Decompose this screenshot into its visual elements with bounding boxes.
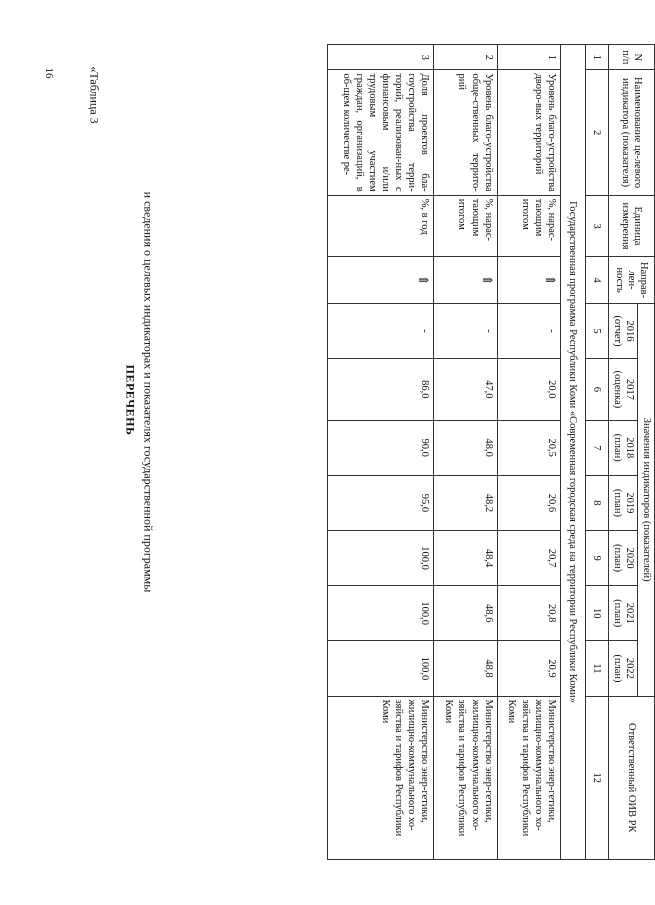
indicator-value: 48,8 [434, 641, 497, 696]
indicator-value: 20,7 [497, 530, 560, 585]
column-number: 1 [585, 45, 608, 70]
header-direction: Направ-лен-ность [608, 257, 654, 304]
document-title: ПЕРЕЧЕНЬ [123, 364, 138, 436]
direction-up-arrow-icon: ⇑ [328, 257, 434, 304]
row-num: 3 [328, 45, 434, 70]
column-number: 4 [585, 257, 608, 304]
column-number: 11 [585, 641, 608, 696]
row-num: 1 [497, 45, 560, 70]
indicator-value: 100,0 [328, 586, 434, 641]
page-number: 16 [43, 67, 55, 79]
indicator-value: 48,2 [434, 475, 497, 530]
header-row-1 [637, 45, 654, 860]
indicator-value: 20,8 [497, 586, 560, 641]
indicator-value: 100,0 [328, 530, 434, 585]
direction-up-arrow-icon: ⇑ [497, 257, 560, 304]
table-row [434, 45, 497, 860]
table-row [328, 45, 434, 860]
indicator-value: 48,6 [434, 586, 497, 641]
program-title: Государственная программа Республики Коми «Современная городская среда на территории Республики Коми» [560, 45, 585, 860]
header-year: 2020 (план) [608, 530, 637, 585]
indicator-unit: %, нарас-тающим итогом [434, 195, 497, 257]
header-num: N п/п [608, 45, 654, 70]
indicator-unit: %, в год [328, 195, 434, 257]
indicator-value: 20,5 [497, 420, 560, 475]
indicator-value: 20,0 [497, 359, 560, 421]
indicators-table [327, 44, 655, 860]
responsible-authority: Министерство энер-гетики, жилищно-коммунального хо-зяйства и тарифов Республики Коми [497, 696, 560, 860]
column-number: 3 [585, 195, 608, 257]
indicator-value: - [328, 303, 434, 358]
column-number: 6 [585, 359, 608, 421]
column-number: 10 [585, 586, 608, 641]
column-number: 7 [585, 420, 608, 475]
indicator-value: - [434, 303, 497, 358]
responsible-authority: Министерство энер-гетики, жилищно-коммунального хо-зяйства и тарифов Республики Коми [328, 696, 434, 860]
document-subtitle: и сведения о целевых индикаторах и показателях государственной программы [141, 191, 156, 593]
column-number: 8 [585, 475, 608, 530]
indicator-value: 86,0 [328, 359, 434, 421]
header-year: 2016 (отчет) [608, 303, 637, 358]
table-row [497, 45, 560, 860]
header-unit: Единица измерения [608, 195, 654, 257]
program-title-row [560, 45, 585, 860]
header-year: 2022 (план) [608, 641, 637, 696]
indicator-value: 48,4 [434, 530, 497, 585]
header-responsible: Ответственный ОИВ РК [608, 696, 654, 860]
column-number: 2 [585, 70, 608, 195]
indicator-value: 100,0 [328, 641, 434, 696]
header-year: 2017 (оценка) [608, 359, 637, 421]
responsible-authority: Министерство энер-гетики, жилищно-коммунального хо-зяйства и тарифов Республики Коми [434, 696, 497, 860]
header-year: 2021 (план) [608, 586, 637, 641]
indicator-value: 95,0 [328, 475, 434, 530]
direction-up-arrow-icon: ⇑ [434, 257, 497, 304]
column-number: 12 [585, 696, 608, 860]
indicator-value: 20,9 [497, 641, 560, 696]
header-values-group: Значения индикаторов (показателей) [637, 303, 654, 696]
column-number: 5 [585, 303, 608, 358]
header-name: Наименование це-левого индикатора (показателя) [608, 70, 654, 195]
indicator-value: 48,0 [434, 420, 497, 475]
indicator-value: 47,0 [434, 359, 497, 421]
column-numbers-row [585, 45, 608, 860]
indicator-name: Уровень благо-устройства обще-ственных террито-рий [434, 70, 497, 195]
column-number: 9 [585, 530, 608, 585]
table-label: «Таблица 3 [87, 66, 102, 124]
indicator-value: - [497, 303, 560, 358]
indicator-name: Уровень благо-устройства дворо-вых территорий [497, 70, 560, 195]
header-year: 2019 (план) [608, 475, 637, 530]
indicator-name: Доля проектов бла-гоустройства терри-торий, реализован-ных с финансовым и/или трудовым участием граждан, организаций, в об-щем количестве ре- [328, 70, 434, 195]
indicator-unit: %, нарас-тающим итогом [497, 195, 560, 257]
indicator-value: 20,6 [497, 475, 560, 530]
indicator-value: 90,0 [328, 420, 434, 475]
header-year: 2018 (план) [608, 420, 637, 475]
row-num: 2 [434, 45, 497, 70]
indicators-table-sheet [327, 44, 655, 860]
